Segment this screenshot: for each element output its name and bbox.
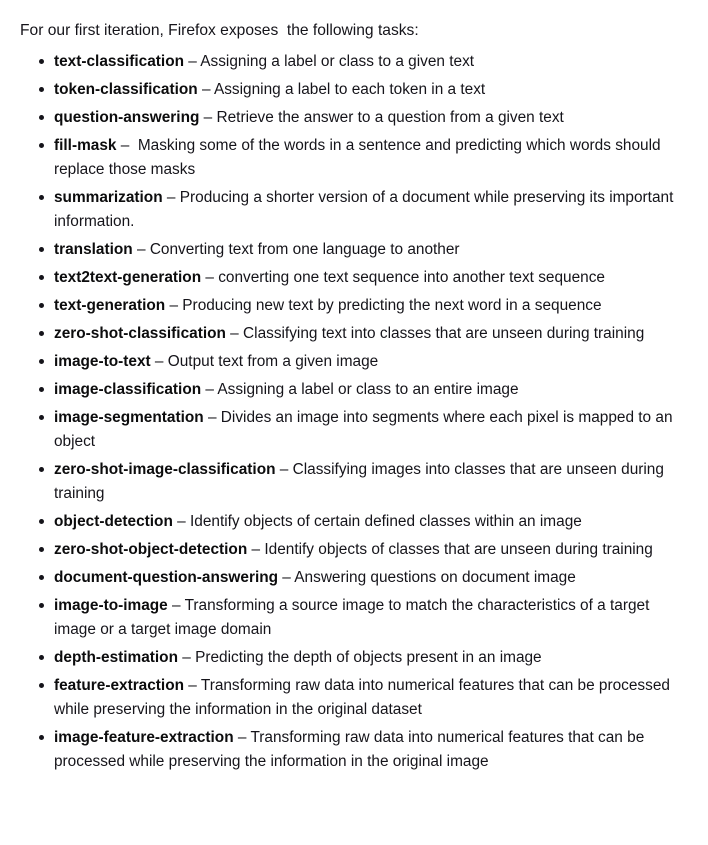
task-list-item xyxy=(0,406,708,454)
bullet-icon xyxy=(39,655,44,660)
bullet-icon xyxy=(39,143,44,148)
bullet-icon xyxy=(39,247,44,252)
bullet-icon xyxy=(39,519,44,524)
bullet-icon xyxy=(39,303,44,308)
task-name: image-to-text xyxy=(54,353,151,370)
task-list-item xyxy=(0,322,708,346)
task-name: translation xyxy=(54,241,133,258)
task-list-item xyxy=(0,378,708,402)
task-list-item xyxy=(0,134,708,182)
task-name: image-segmentation xyxy=(54,409,204,426)
task-description: Transforming raw data into numerical features that can be processed while preserving the information in the original dataset xyxy=(54,677,675,718)
bullet-icon xyxy=(39,415,44,420)
task-separator: – xyxy=(197,81,214,98)
task-list-item xyxy=(0,106,708,130)
task-separator: – xyxy=(203,409,221,426)
bullet-icon xyxy=(39,195,44,200)
bullet-icon xyxy=(39,387,44,392)
task-description: Assigning a label to each token in a text xyxy=(213,81,486,98)
task-description: Divides an image into segments where each pixel is mapped to an object xyxy=(54,409,677,450)
task-name: zero-shot-image-classification xyxy=(54,461,276,478)
task-separator: – xyxy=(162,189,180,206)
task-name: object-detection xyxy=(54,513,173,530)
task-list-item xyxy=(0,726,708,774)
task-list-item xyxy=(0,350,708,374)
task-separator: – xyxy=(184,53,201,70)
task-separator: – xyxy=(278,569,295,586)
task-separator: – xyxy=(233,729,251,746)
task-description: Answering questions on document image xyxy=(294,569,576,586)
task-separator: – xyxy=(199,109,217,126)
task-list-item xyxy=(0,538,708,562)
task-name: feature-extraction xyxy=(54,677,185,694)
task-name: image-to-image xyxy=(54,597,168,614)
bullet-icon xyxy=(39,359,44,364)
bullet-icon xyxy=(39,59,44,64)
task-description: Identify objects of certain defined classes within an image xyxy=(189,513,582,530)
task-separator: – xyxy=(201,269,219,286)
task-description: Output text from a given image xyxy=(167,353,379,370)
task-list-item xyxy=(0,238,708,262)
task-separator: – xyxy=(177,649,196,666)
task-separator: – xyxy=(150,353,168,370)
bullet-icon xyxy=(39,575,44,580)
bullet-icon xyxy=(39,331,44,336)
task-description: Classifying text into classes that are unseen during training xyxy=(243,325,645,342)
task-description: Producing new text by predicting the next word in a sequence xyxy=(182,297,602,314)
task-list-item xyxy=(0,266,708,290)
task-description: Identify objects of classes that are unseen during training xyxy=(264,541,653,558)
task-separator: – xyxy=(132,241,150,258)
task-separator: – xyxy=(247,541,265,558)
task-description: Assigning a label or class to an entire image xyxy=(217,381,519,398)
task-description: Masking some of the words in a sentence and predicting which words should replace those masks xyxy=(54,137,665,178)
task-separator: – xyxy=(225,325,244,342)
task-name: token-classification xyxy=(54,81,198,98)
task-name: text2text-generation xyxy=(54,269,202,286)
bullet-icon xyxy=(39,275,44,280)
task-list-item xyxy=(0,510,708,534)
task-list-item xyxy=(0,186,708,234)
task-name: zero-shot-classification xyxy=(54,325,226,342)
task-list-item xyxy=(0,50,708,74)
task-list xyxy=(0,50,708,778)
intro-paragraph: For our first iteration, Firefox exposes the following tasks: xyxy=(20,21,419,39)
task-description: Transforming a source image to match the characteristics of a target image or a target image domain xyxy=(54,597,654,638)
task-description: Retrieve the answer to a question from a given text xyxy=(216,109,564,126)
task-name: depth-estimation xyxy=(54,649,178,666)
bullet-icon xyxy=(39,467,44,472)
task-separator: – xyxy=(184,677,201,694)
bullet-icon xyxy=(39,115,44,120)
task-name: question-answering xyxy=(54,109,200,126)
task-separator: – xyxy=(116,137,138,154)
task-description: Converting text from one language to another xyxy=(149,241,460,258)
task-description: Assigning a label or class to a given text xyxy=(200,53,475,70)
task-list-item xyxy=(0,458,708,506)
task-list-item xyxy=(0,646,708,670)
task-name: fill-mask xyxy=(54,137,117,154)
task-separator: – xyxy=(275,461,293,478)
bullet-icon xyxy=(39,603,44,608)
task-list-item xyxy=(0,594,708,642)
task-description: Transforming raw data into numerical features that can be processed while preserving the information in the original image xyxy=(54,729,649,770)
bullet-icon xyxy=(39,547,44,552)
task-list-item xyxy=(0,674,708,722)
task-separator: – xyxy=(167,597,185,614)
bullet-icon xyxy=(39,683,44,688)
task-separator: – xyxy=(165,297,183,314)
bullet-icon xyxy=(39,87,44,92)
task-list-item xyxy=(0,294,708,318)
task-name: zero-shot-object-detection xyxy=(54,541,248,558)
task-name: text-classification xyxy=(54,53,185,70)
task-name: image-feature-extraction xyxy=(54,729,234,746)
task-description: Producing a shorter version of a document while preserving its important information. xyxy=(54,189,678,230)
task-name: text-generation xyxy=(54,297,166,314)
task-description: converting one text sequence into another text sequence xyxy=(218,269,605,286)
task-description: Classifying images into classes that are unseen during training xyxy=(54,461,669,502)
task-list-item xyxy=(0,78,708,102)
task-name: image-classification xyxy=(54,381,202,398)
task-list-item xyxy=(0,566,708,590)
task-name: document-question-answering xyxy=(54,569,279,586)
task-separator: – xyxy=(201,381,218,398)
task-name: summarization xyxy=(54,189,163,206)
task-description: Predicting the depth of objects present in an image xyxy=(195,649,542,666)
bullet-icon xyxy=(39,735,44,740)
task-separator: – xyxy=(172,513,190,530)
